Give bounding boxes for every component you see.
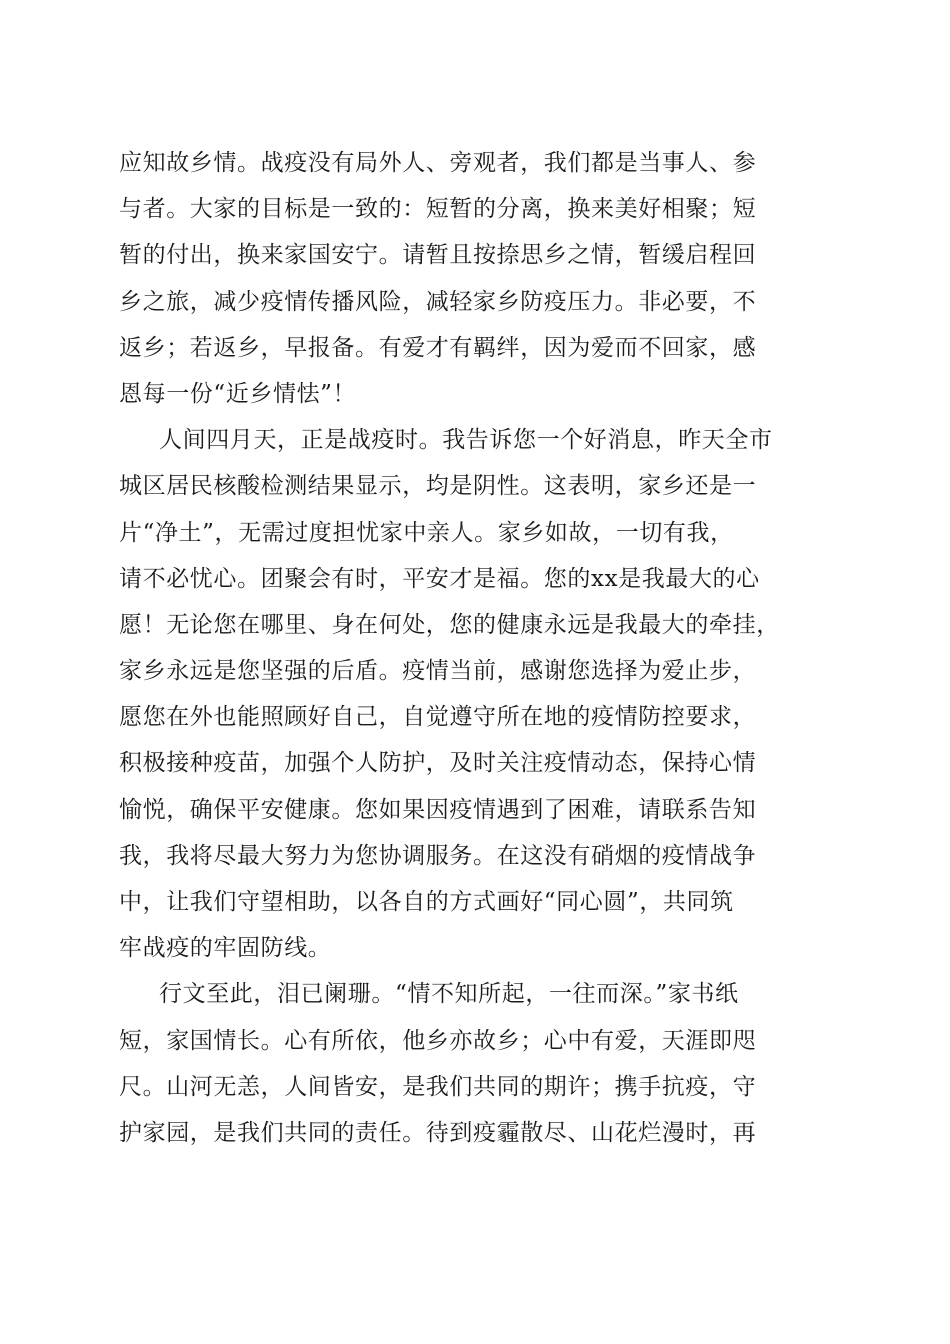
text-line: 乡之旅，减少疫情传播风险，减轻家乡防疫压力。非必要，不 (119, 288, 757, 315)
text-line: 愿您在外也能照顾好自己，自觉遵守所在地的疫情防控要求， (119, 704, 757, 731)
text-line: 片“净土”，无需过度担忧家中亲人。家乡如故，一切有我， (119, 519, 734, 546)
text-line: 人间四月天，正是战疫时。我告诉您一个好消息，昨天全市 (159, 427, 773, 454)
text-line: 与者。大家的目标是一致的：短暂的分离，换来美好相聚；短 (119, 196, 757, 223)
paragraph-2 (119, 417, 839, 971)
text-line: 护家园，是我们共同的责任。待到疫霾散尽、山花烂漫时，再 (119, 1119, 757, 1146)
text-line: 行文至此，泪已阑珊。“情不知所起，一往而深。”家书纸 (159, 981, 739, 1008)
text-line: 城区居民核酸检测结果显示，均是阴性。这表明，家乡还是一 (119, 473, 757, 500)
text-line: 返乡；若返乡，早报备。有爱才有羁绊，因为爱而不回家，感 (119, 334, 757, 361)
text-line: 中，让我们守望相助，以各自的方式画好“同心圆”，共同筑 (119, 889, 734, 915)
text-line: 暂的付出，换来家国安宁。请暂且按捺思乡之情，暂缓启程回 (119, 242, 757, 269)
text-line: 尺。山河无恙，人间皆安，是我们共同的期许；携手抗疫，守 (119, 1073, 757, 1100)
text-line: 积极接种疫苗，加强个人防护，及时关注疫情动态，保持心情 (119, 750, 757, 777)
text-line: 应知故乡情。战疫没有局外人、旁观者，我们都是当事人、参 (119, 150, 757, 176)
paragraph-3 (119, 971, 839, 1156)
text-line: 愿！无论您在哪里、身在何处，您的健康永远是我最大的牵挂， (119, 611, 780, 638)
text-line: 短，家国情长。心有所依，他乡亦故乡；心中有爱，天涯即咫 (119, 1027, 757, 1054)
document-body (119, 140, 839, 1156)
text-line: 我，我将尽最大努力为您协调服务。在这没有硝烟的疫情战争 (119, 842, 757, 869)
text-line: 愉悦，确保平安健康。您如果因疫情遇到了困难，请联系告知 (119, 796, 757, 823)
text-line: 牢战疫的牢固防线。 (119, 935, 332, 962)
text-line: 恩每一份“近乡情怯”！ (119, 380, 357, 407)
text-line: 请不必忧心。团聚会有时，平安才是福。您的xx是我最大的心 (119, 565, 760, 592)
text-line: 家乡永远是您坚强的后盾。疫情当前，感谢您选择为爱止步， (119, 658, 757, 685)
paragraph-1 (119, 140, 839, 417)
